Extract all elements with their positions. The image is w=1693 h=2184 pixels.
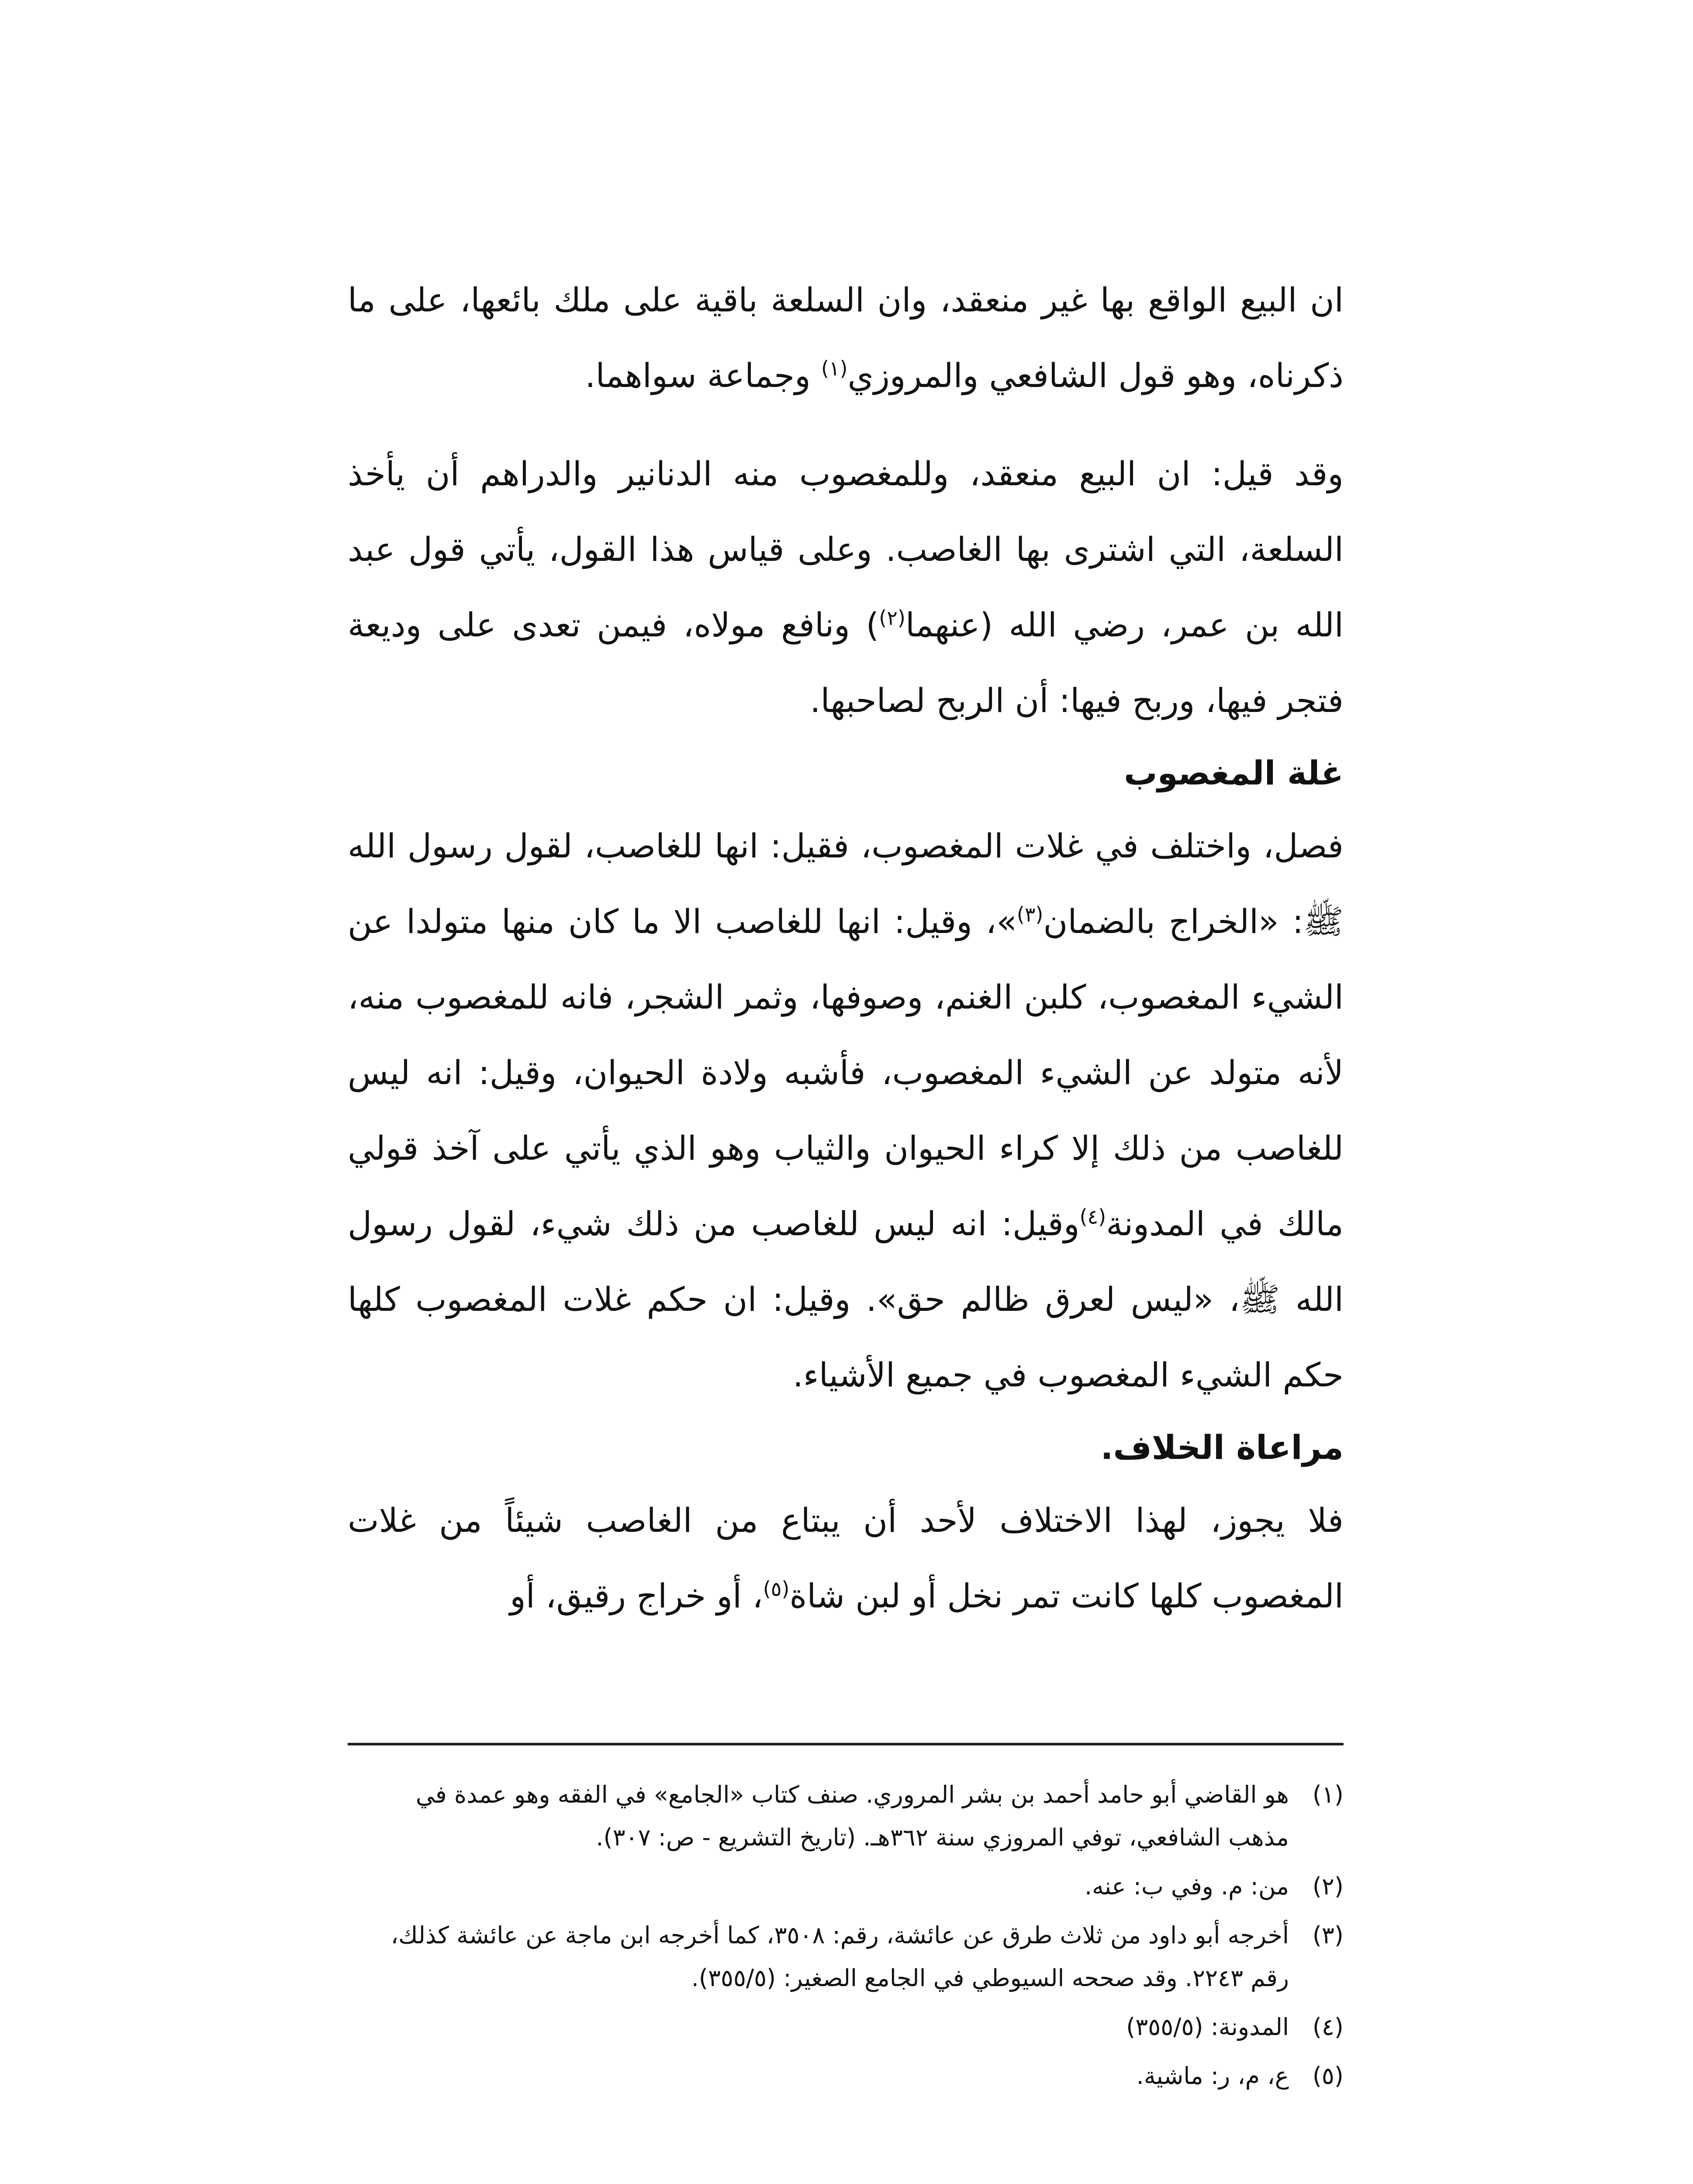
footnote-text: هو القاضي أبو حامد أحمد بن بشر المروري. صنف كتاب «الجامع» في الفقه وهو عمدة في مذهب الشافعي، توفي المروزي سنة ٣٦٢هـ. (تاريخ التشريع - ص: ٣٠٧). — [415, 1781, 1289, 1851]
footnote-text: من: م. وفي ب: عنه. — [1084, 1873, 1289, 1900]
text-run: ان البيع الواقع بها غير منعقد، وان السلعة باقية على ملك بائعها، على ما ذكرناه، وهو قول الشافعي والمروزي — [348, 280, 1344, 395]
paragraph — [348, 808, 1344, 1413]
footnote-ref: (٤) — [1079, 1205, 1106, 1229]
footnote — [348, 1914, 1344, 2000]
text-run: غلة المغصوب — [1124, 753, 1344, 792]
paragraph — [348, 262, 1344, 413]
paragraph — [348, 1482, 1344, 1634]
footnote-text: المدونة: (٣٥٥/٥) — [1126, 2013, 1289, 2041]
footnote-text: أخرجه أبو داود من ثلاث طرق عن عائشة، رقم: ٣٥٠٨، كما أخرجه ابن ماجة عن عائشة كذلك، رقم ٢٢٤٣. وقد صححه السيوطي في الجامع الصغير: (٣٥٥/٥). — [390, 1921, 1289, 1992]
footnote-number: (٥) — [1312, 2062, 1344, 2090]
main-text — [348, 262, 1344, 1634]
text-run: وقد قيل: ان البيع منعقد، وللمغصوب منه الدنانير والدراهم أن يأخذ السلعة، التي اشترى بها الغاصب. وعلى قياس هذا القول، يأتي قول عبد الله بن عمر، رضي الله (عنهما — [348, 454, 1344, 644]
footnote — [348, 2055, 1344, 2098]
footnote-ref: (٥) — [763, 1577, 790, 1601]
footnote-text: ع، م، ر: ماشية. — [1136, 2062, 1289, 2090]
footnote-ref: (٣) — [1016, 902, 1043, 926]
footnote — [348, 1865, 1344, 1908]
text-run: وجماعة سواهما. — [585, 356, 821, 395]
text-run: ) ونافع مولاه، فيمن تعدى على وديعة فتجر فيها، وربح فيها: أن الربح لصاحبها. — [348, 605, 1344, 720]
footnote-ref: (١) — [821, 356, 848, 380]
footnote-number: (٢) — [1312, 1873, 1344, 1900]
section-heading — [348, 738, 1344, 808]
footnote-number: (٤) — [1312, 2013, 1344, 2041]
footnote-number: (١) — [1312, 1781, 1344, 1808]
text-run: مراعاة الخلاف. — [1100, 1428, 1344, 1467]
text-run: »، وقيل: انها للغاصب الا ما كان منها متولدا عن الشيء المغصوب، كلبن الغنم، وصوفها، وثمر الشجر، فانه للمغصوب منه، لأنه متولد عن الشيء المغصوب، فأشبه ولادة الحيوان، وقيل: انه ليس للغاصب من ذلك إلا كراء الحيوان والثياب وهو الذي يأتي على آخذ قولي مالك في المدونة — [348, 902, 1344, 1243]
text-run: فلا يجوز، لهذا الاختلاف لأحد أن يبتاع من الغاصب شيئاً من غلات المغصوب كلها كانت تمر نخل أو لبن شاة — [348, 1501, 1344, 1615]
paragraph — [348, 436, 1344, 738]
footnote — [348, 1773, 1344, 1859]
footnote-number: (٣) — [1312, 1921, 1344, 1949]
section-heading — [348, 1413, 1344, 1482]
text-run: فصل، واختلف في غلات المغصوب، فقيل: انها للغاصب، لقول رسول الله ﷺ: «الخراج بالضمان — [348, 826, 1344, 941]
footnote-ref: (٢) — [879, 606, 905, 630]
footnotes — [348, 1773, 1344, 2104]
footnote-separator — [348, 1743, 1344, 1745]
text-run: وقيل: انه ليس للغاصب من ذلك شيء، لقول رسول الله ﷺ، «ليس لعرق ظالم حق». وقيل: ان حكم غلات المغصوب كلها حكم الشيء المغصوب في جميع الأشياء. — [348, 1204, 1344, 1394]
text-run: ، أو خراج رقيق، أو — [510, 1576, 763, 1615]
footnote — [348, 2006, 1344, 2049]
